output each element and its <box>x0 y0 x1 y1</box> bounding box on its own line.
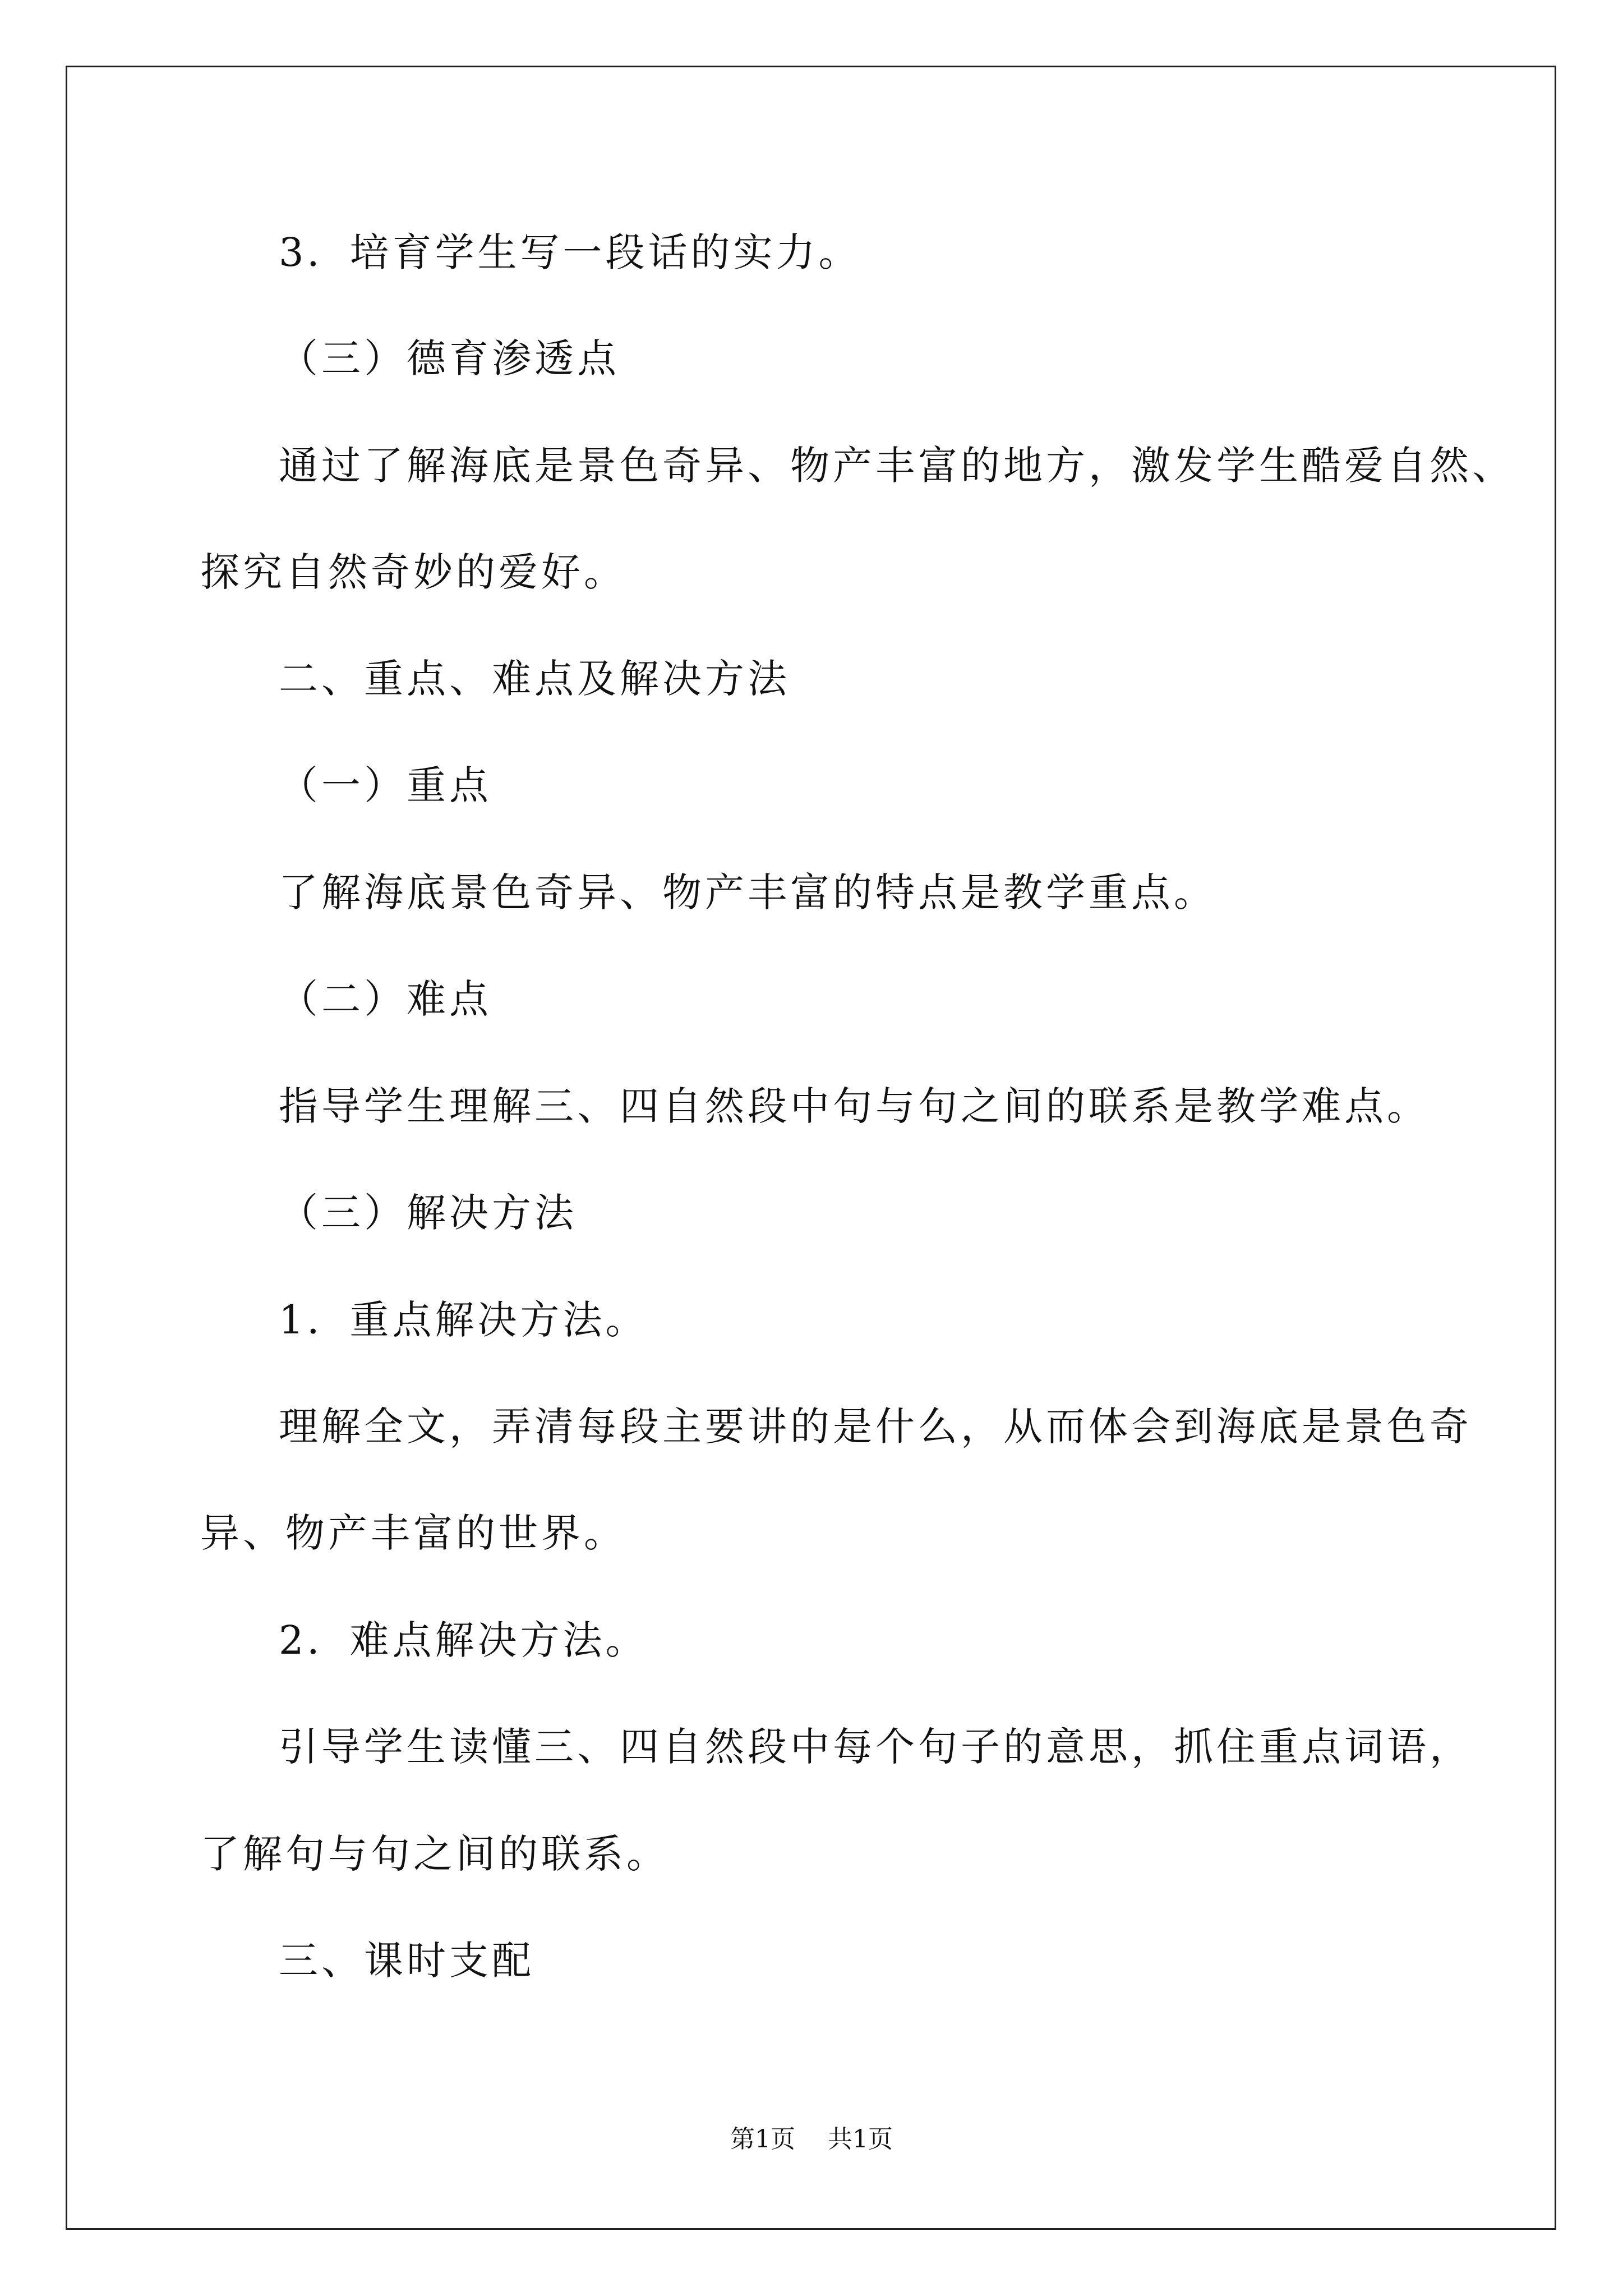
section-heading: （一）重点 <box>279 762 492 808</box>
section-heading: 2．难点解决方法。 <box>279 1617 648 1663</box>
section-heading: 1．重点解决方法。 <box>279 1297 648 1343</box>
section-heading: （三）解决方法 <box>279 1190 577 1236</box>
paragraph-text: 引导学生读懂三、四自然段中每个句子的意思，抓住重点词语， <box>279 1724 1472 1770</box>
paragraph-text: 3．培育学生写一段话的实力。 <box>279 229 861 275</box>
paragraph-text: 探究自然奇妙的爱好。 <box>200 549 626 595</box>
page-total: 共1页 <box>828 2125 893 2154</box>
paragraph-text: 异、物产丰富的世界。 <box>200 1510 626 1556</box>
paragraph-text: 了解句与句之间的联系。 <box>200 1831 669 1877</box>
section-heading: （二）难点 <box>279 976 492 1022</box>
section-heading: 三、课时支配 <box>279 1938 534 1984</box>
page-footer <box>0 2123 1623 2156</box>
page-number: 第1页 <box>730 2125 795 2154</box>
section-heading: （三）德育渗透点 <box>279 335 620 381</box>
paragraph-text: 了解海底景色奇异、物产丰富的特点是教学重点。 <box>279 869 1216 915</box>
paragraph-text: 通过了解海底是景色奇异、物产丰富的地方，激发学生酷爱自然、 <box>279 443 1515 489</box>
paragraph-text: 理解全文，弄清每段主要讲的是什么，从而体会到海底是景色奇 <box>279 1404 1472 1450</box>
paragraph-text: 指导学生理解三、四自然段中句与句之间的联系是教学难点。 <box>279 1083 1430 1129</box>
page-border <box>66 66 1556 2230</box>
section-heading: 二、重点、难点及解决方法 <box>279 656 790 702</box>
